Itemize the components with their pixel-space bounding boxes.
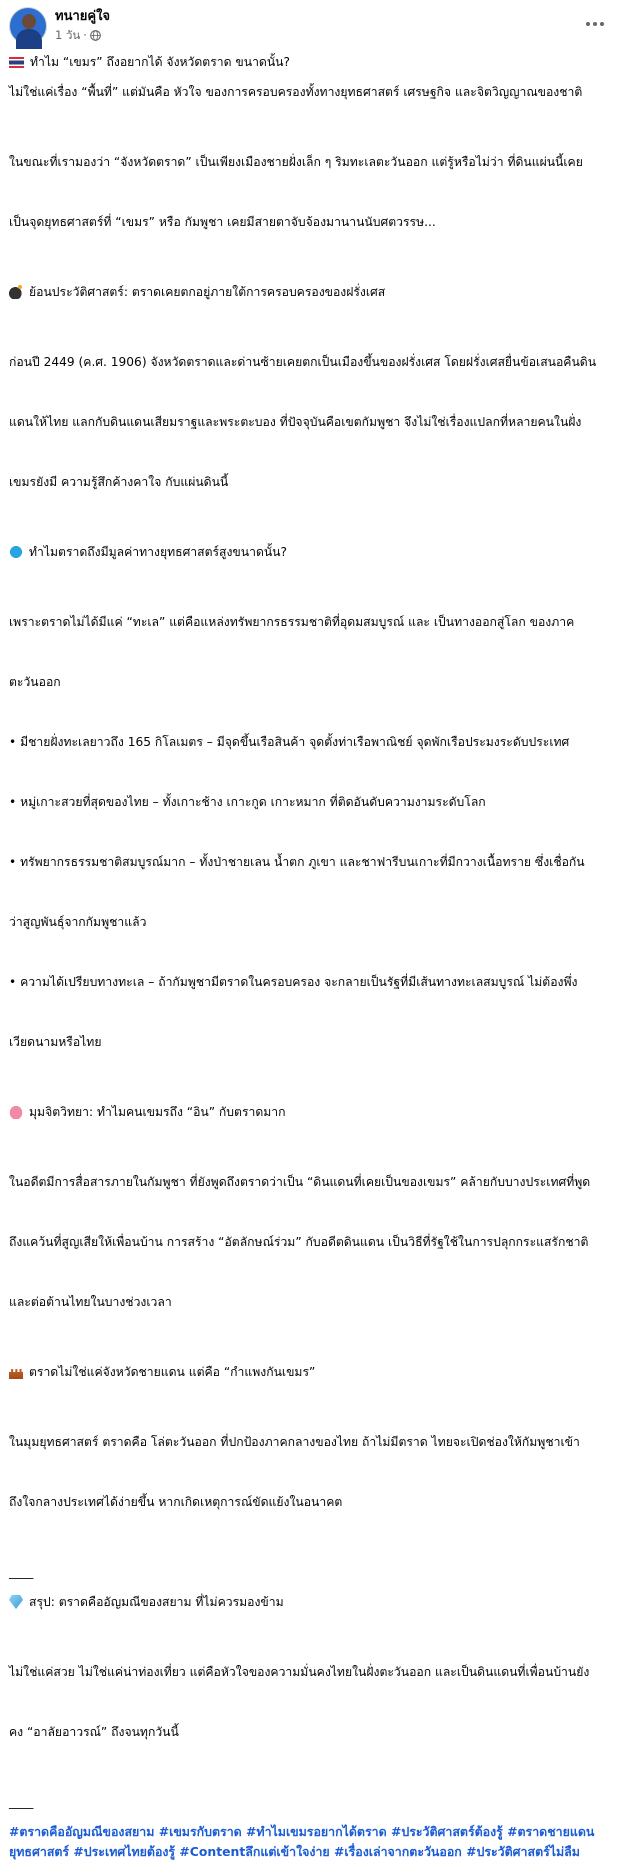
- psych-paragraph: [9, 1132, 611, 1352]
- bullet-line: เวียดนามหรือไทย: [9, 1035, 102, 1049]
- hashtag-link[interactable]: #Contentลึกแต่เข้าใจง่าย: [179, 1844, 330, 1859]
- text-line: ถึงใจกลางประเทศได้ง่ายขึ้น หากเกิดเหตุการณ์ขัดแย้งในอนาคต: [9, 1495, 343, 1509]
- wall-heading-text: ตราดไม่ใช่แค่จังหวัดชายแดน แต่คือ “กำแพงกันเขมร”: [29, 1365, 316, 1379]
- author-name[interactable]: ทนายคู่ใจ: [55, 9, 111, 24]
- author-avatar[interactable]: [9, 7, 47, 45]
- post-content: [9, 52, 611, 1862]
- separator: ____: [9, 1565, 34, 1579]
- history-heading: [9, 282, 611, 302]
- strategy-heading: [9, 542, 611, 562]
- text-line: ในขณะที่เรามองว่า “จังหวัดตราด” เป็นเพียงเมืองชายฝั่งเล็ก ๆ ริมทะเลตะวันออก แต่รู้หรือไม่ว่า ที่ดินแผ่นนี้เคย: [9, 155, 583, 169]
- separator: ____: [9, 1795, 34, 1809]
- post-title: ทำไม “เขมร” ถึงอยากได้ จังหวัดตราด ขนาดนั้น?: [30, 55, 290, 69]
- thailand-flag-icon: [9, 57, 24, 68]
- more-options-icon[interactable]: [583, 12, 607, 36]
- post-header: [9, 4, 611, 48]
- wave-icon: [9, 545, 23, 559]
- bullet-line: • หมู่เกาะสวยที่สุดของไทย – ทั้งเกาะช้าง เกาะกูด เกาะหมาก ที่ติดอันดับความงามระดับโลก: [9, 795, 486, 809]
- bomb-icon: [9, 285, 23, 299]
- hashtags: [9, 1822, 611, 1862]
- gem-icon: [9, 1595, 23, 1609]
- strategy-heading-text: ทำไมตราดถึงมีมูลค่าทางยุทธศาสตร์สูงขนาดนั้น?: [29, 545, 287, 559]
- intro-paragraph-2: [9, 112, 611, 272]
- text-line: ในอดีตมีการสื่อสารภายในกัมพูชา ที่ยังพูดถึงตราดว่าเป็น “ดินแดนที่เคยเป็นของเขมร” คล้ายกับบางประเทศที่พูด: [9, 1175, 591, 1189]
- summary-heading-text: สรุป: ตราดคืออัญมณีของสยาม ที่ไม่ควรมองข้าม: [29, 1595, 284, 1609]
- hashtag-link[interactable]: #ประวัติศาสตร์ต้องรู้: [390, 1824, 503, 1839]
- text-line: ไม่ใช่แค่สวย ไม่ใช่แค่น่าท่องเที่ยว แต่คือหัวใจของความมั่นคงไทยในฝั่งตะวันออก และเป็นดินแดนที่เพื่อนบ้านยัง: [9, 1665, 590, 1679]
- hashtag-link[interactable]: #เขมรกับตราด: [158, 1824, 242, 1839]
- hashtag-link[interactable]: #ตราดชายแดนยุทธศาสตร์: [9, 1824, 595, 1859]
- wall-heading: [9, 1362, 611, 1382]
- hashtag-link[interactable]: #ประวัติศาสตร์ไม่ลืม: [466, 1844, 580, 1859]
- text-line: แดนให้ไทย แลกกับดินแดนเสียมราฐและพระตะบอง ที่ปัจจุบันคือเขตกัมพูชา จึงไม่ใช่เรื่องแปลกที่หลายคนในฝั่ง: [9, 415, 582, 429]
- psych-heading-text: มุมจิตวิทยา: ทำไมคนเขมรถึง “อิน” กับตราดมาก: [29, 1105, 286, 1119]
- text-line: คง “อาลัยอาวรณ์” ถึงจนทุกวันนี้: [9, 1725, 179, 1739]
- post-meta: [55, 27, 101, 43]
- hashtag-link[interactable]: #ตราดคืออัญมณีของสยาม: [9, 1824, 155, 1839]
- text-line: เป็นจุดยุทธศาสตร์ที่ “เขมร” หรือ กัมพูชา เคยมีสายตาจับจ้องมานานนับศตวรรษ...: [9, 215, 436, 229]
- wall-paragraph: [9, 1392, 611, 1552]
- strategy-paragraph: [9, 572, 611, 1092]
- text-line: ในมุมยุทธศาสตร์ ตราดคือ โล่ตะวันออก ที่ปกป้องภาคกลางของไทย ถ้าไม่มีตราด ไทยจะเปิดช่องให้กัมพูชาเข้า: [9, 1435, 580, 1449]
- psych-heading: [9, 1102, 611, 1122]
- brain-icon: [9, 1105, 23, 1119]
- title-line: [9, 52, 611, 72]
- summary-heading: [9, 1592, 611, 1612]
- history-heading-text: ย้อนประวัติศาสตร์: ตราดเคยตกอยู่ภายใต้การครอบครองของฝรั่งเศส: [29, 285, 386, 299]
- text-line: ตะวันออก: [9, 675, 61, 689]
- summary-paragraph: [9, 1622, 611, 1782]
- meta-separator: ·: [83, 28, 87, 42]
- hashtag-link[interactable]: #ทำไมเขมรอยากได้ตราด: [246, 1824, 387, 1839]
- hashtag-link[interactable]: #ประเทศไทยต้องรู้: [73, 1844, 176, 1859]
- text-line: ก่อนปี 2449 (ค.ศ. 1906) จังหวัดตราดและด่านซ้ายเคยตกเป็นเมืองขึ้นของฝรั่งเศส โดยฝรั่งเศสยื่นข้อเสนอคืนดิน: [9, 355, 597, 369]
- text-line: ถึงแคว้นที่สูญเสียให้เพื่อนบ้าน การสร้าง “อัตลักษณ์ร่วม” กับอดีตดินแดน เป็นวิธีที่รัฐใช้ในการปลุกกระแสรักชาติ: [9, 1235, 589, 1249]
- hashtag-link[interactable]: #เรื่องเล่าจากตะวันออก: [334, 1844, 462, 1859]
- globe-icon: [90, 30, 101, 41]
- text-line: เขมรยังมี ความรู้สึกค้างคาใจ กับแผ่นดินนี้: [9, 475, 229, 489]
- intro-paragraph-1: ไม่ใช่แค่เรื่อง “พื้นที่” แต่มันคือ หัวใจ ของการครอบครองทั้งทางยุทธศาสตร์ เศรษฐกิจ และจิตวิญญาณของชาติ: [9, 85, 583, 99]
- bullet-line: • ทรัพยากรธรรมชาติสมบูรณ์มาก – ทั้งป่าชายเลน น้ำตก ภูเขา และชาฟารีบนเกาะที่มีกวางเนื้อทราย ซึ่งเชื่อกัน: [9, 855, 585, 869]
- text-line: เพราะตราดไม่ได้มีแค่ “ทะเล” แต่คือแหล่งทรัพยากรธรรมชาติที่อุดมสมบูรณ์ และ เป็นทางออกสู่โลก ของภาค: [9, 615, 575, 629]
- castle-wall-icon: [9, 1369, 23, 1379]
- bullet-line: ว่าสูญพันธุ์จากกัมพูชาแล้ว: [9, 915, 147, 929]
- post-time[interactable]: 1 วัน: [55, 28, 81, 42]
- text-line: และต่อต้านไทยในบางช่วงเวลา: [9, 1295, 172, 1309]
- history-paragraph: [9, 312, 611, 532]
- bullet-line: • ความได้เปรียบทางทะเล – ถ้ากัมพูชามีตราดในครอบครอง จะกลายเป็นรัฐที่มีเส้นทางทะเลสมบูรณ์ ไม่ต้องพึ่ง: [9, 975, 578, 989]
- bullet-line: • มีชายฝั่งทะเลยาวถึง 165 กิโลเมตร – มีจุดขึ้นเรือสินค้า จุดตั้งท่าเรือพาณิชย์ จุดพักเรือประมงระดับประเทศ: [9, 735, 570, 749]
